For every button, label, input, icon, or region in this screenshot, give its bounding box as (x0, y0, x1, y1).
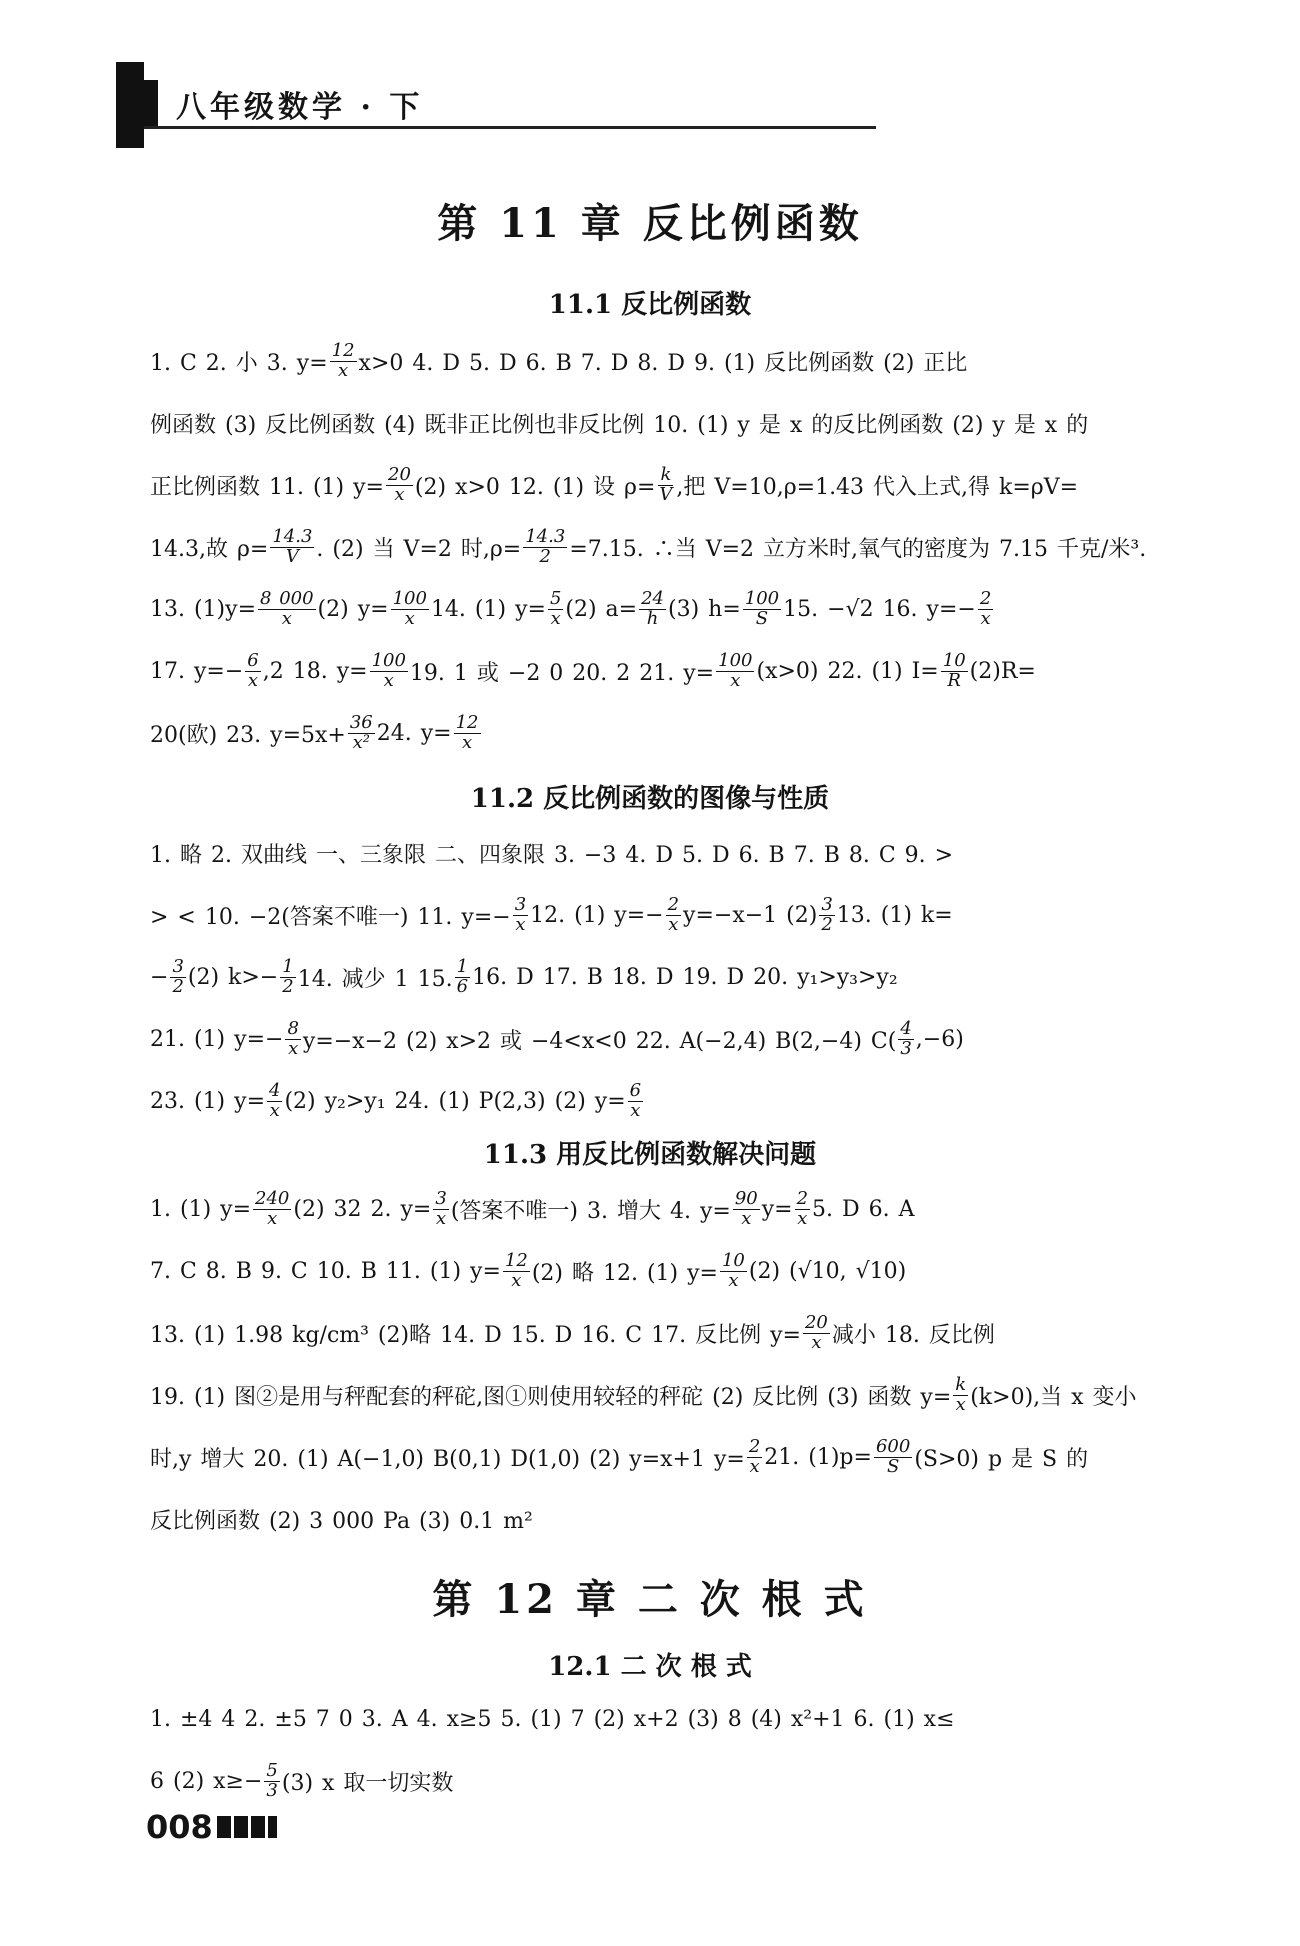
fraction: $\frac{100}{x}$ (371, 649, 406, 691)
fraction: $\frac{20}{x}$ (804, 1311, 828, 1353)
answer-line: 20(欧) 23. y=5x+ $\frac{36}{\text{x²}}$ 24. y= $\frac{12}{x}$ (150, 711, 479, 753)
header-black-bar (116, 62, 144, 148)
page-footer (146, 1808, 277, 1846)
answer-line: 14.3,故 ρ= $\frac{14.3}{V}$ . (2) 当 V=2 时,ρ= $\frac{14.3}{2}$ =7.15. ∴当 V=2 立方米时,氧气的密度为 7.15 千克/米³. (150, 525, 1147, 567)
answer-line: 7. C 8. B 9. C 10. B 11. (1) y= $\frac{12}{x}$ (2) 略 12. (1) y= $\frac{10}{x}$ (2) (√10, √10) (150, 1249, 907, 1291)
answer-line: 1. 略 2. 双曲线 一、三象限 二、四象限 3. −3 4. D 5. D 6. B 7. B 8. C 9. > (150, 842, 954, 868)
fraction: $\frac{k}{x}$ (955, 1373, 967, 1415)
fraction: $\frac{100}{x}$ (718, 649, 753, 691)
fraction: $\frac{6}{x}$ (629, 1079, 642, 1121)
fraction: $\frac{3}{x}$ (435, 1187, 447, 1229)
fraction: $\frac{1}{2}$ (282, 955, 294, 997)
section-12-1-answers (150, 1688, 1250, 1812)
fraction: $\frac{12}{x}$ (331, 339, 355, 381)
section-12-1-title: 12.1 二 次 根 式 (548, 1652, 752, 1682)
page-header (116, 62, 876, 132)
fraction: $\frac{3}{2}$ (821, 893, 833, 935)
fraction: $\frac{3}{2}$ (172, 955, 184, 997)
fraction: $\frac{2}{x}$ (748, 1435, 761, 1477)
answer-line: 13. (1) 1.98 kg/cm³ (2)略 14. D 15. D 16. C 17. 反比例 y= $\frac{20}{x}$ 减小 18. 反比例 (150, 1311, 995, 1353)
fraction: $\frac{5}{3}$ (266, 1759, 278, 1801)
fraction: $\frac{2}{x}$ (796, 1187, 809, 1229)
answer-line: 1. (1) y= $\frac{240}{x}$ (2) 32 2. y= $\frac{3}{x}$ (答案不唯一) 3. 增大 4. y= $\frac{90}{x}$ y= $\frac{2}{x}$ 5. D 6. A (150, 1187, 915, 1229)
answer-line: 例函数 (3) 反比例函数 (4) 既非正比例也非反比例 10. (1) y 是 x 的反比例函数 (2) y 是 x 的 (150, 412, 1089, 438)
footer-decoration (217, 1816, 277, 1838)
fraction: $\frac{5}{x}$ (549, 587, 562, 629)
header-black-notch (144, 80, 158, 126)
chapter-12-title: 第 12 章 二 次 根 式 (432, 1576, 868, 1623)
fraction: $\frac{10}{x}$ (721, 1249, 745, 1291)
fraction: $\frac{100}{S}$ (744, 587, 780, 629)
fraction: $\frac{3}{x}$ (514, 893, 527, 935)
fraction: $\frac{2}{x}$ (667, 893, 680, 935)
section-11-1-title: 11.1 反比例函数 (548, 290, 752, 320)
fraction: $\frac{600}{S}$ (875, 1435, 911, 1477)
section-11-2-title: 11.2 反比例函数的图像与性质 (470, 784, 830, 814)
fraction: $\frac{k}{V}$ (659, 463, 673, 505)
answer-line: 1. C 2. 小 3. y= $\frac{12}{x}$ x>0 4. D 5. D 6. B 7. D 8. D 9. (1) 反比例函数 (2) 正比 (150, 339, 968, 381)
answer-line: 17. y=− $\frac{6}{x}$ ,2 18. y= $\frac{100}{x}$ 19. 1 或 −2 0 20. 2 21. y= $\frac{100}{x}$ (x>0) 22. (1) I= $\frac{10}{R}$ (2)R= (150, 649, 1036, 691)
fraction: $\frac{36}{\text{x²}}$ (349, 711, 373, 753)
fraction: $\frac{2}{x}$ (979, 587, 992, 629)
fraction: $\frac{10}{R}$ (942, 649, 966, 691)
answer-line: 反比例函数 (2) 3 000 Pa (3) 0.1 m² (150, 1508, 533, 1534)
header-rule (144, 126, 876, 129)
fraction: $\frac{8 000}{x}$ (260, 587, 314, 629)
answer-line: 1. ±4 4 2. ±5 7 0 3. A 4. x≥5 5. (1) 7 (2) x+2 (3) 8 (4) x²+1 6. (1) x≤ (150, 1706, 955, 1732)
answer-line: > < 10. −2(答案不唯一) 11. y=− $\frac{3}{x}$ 12. (1) y=− $\frac{2}{x}$ y=−x−1 (2) $\frac{3}{2}$ 13. (1) k= (150, 893, 953, 935)
answer-line: 21. (1) y=− $\frac{8}{x}$ y=−x−2 (2) x>2 或 −4<x<0 22. A(−2,4) B(2,−4) C( $\frac{4}{3}$ ,−6) (150, 1017, 964, 1059)
section-11-3-answers (150, 1178, 1250, 1550)
fraction: $\frac{14.3}{2}$ (525, 525, 566, 567)
fraction: $\frac{6}{x}$ (247, 649, 259, 691)
section-11-2-answers (150, 822, 1250, 1132)
fraction: $\frac{4}{3}$ (900, 1017, 912, 1059)
answer-line: − $\frac{3}{2}$ (2) k>− $\frac{1}{2}$ 14. 减少 1 15. $\frac{1}{6}$ 16. D 17. B 18. D 19. D 20. y₁>y₃>y₂ (150, 955, 898, 997)
page-number: 008 (146, 1808, 213, 1846)
section-11-3-title: 11.3 用反比例函数解决问题 (483, 1140, 817, 1170)
fraction: $\frac{240}{x}$ (255, 1187, 290, 1229)
answer-line: 13. (1)y= $\frac{8 000}{x}$ (2) y= $\frac{100}{x}$ 14. (1) y= $\frac{5}{x}$ (2) a= $\frac{24}{h}$ (3) h= $\frac{100}{S}$ 15. −√2 16. y=− $\frac{2}{x}$ (150, 587, 992, 629)
fraction: $\frac{8}{x}$ (287, 1017, 299, 1059)
fraction: $\frac{12}{x}$ (504, 1249, 528, 1291)
chapter-11-title: 第 11 章 反比例函数 (437, 200, 863, 247)
fraction: $\frac{4}{x}$ (269, 1079, 281, 1121)
answer-line: 19. (1) 图②是用与秤配套的秤砣,图①则使用较轻的秤砣 (2) 反比例 (3) 函数 y= $\frac{k}{x}$ (k>0),当 x 变小 (150, 1373, 1137, 1415)
book-title: 八年级数学 · 下 (176, 90, 424, 125)
fraction: $\frac{100}{x}$ (392, 587, 427, 629)
answer-line: 正比例函数 11. (1) y= $\frac{20}{x}$ (2) x>0 12. (1) 设 ρ= $\frac{k}{V}$ ,把 V=10,ρ=1.43 代入上式,得 k=ρV= (150, 463, 1079, 505)
fraction: $\frac{20}{x}$ (388, 463, 411, 505)
section-11-1-answers (150, 330, 1250, 764)
fraction: $\frac{90}{x}$ (734, 1187, 758, 1229)
fraction: $\frac{12}{x}$ (455, 711, 479, 753)
fraction: $\frac{1}{6}$ (456, 955, 469, 997)
fraction: $\frac{24}{h}$ (641, 587, 665, 629)
answer-line: 6 (2) x≥− $\frac{5}{3}$ (3) x 取一切实数 (150, 1759, 454, 1801)
answer-line: 23. (1) y= $\frac{4}{x}$ (2) y₂>y₁ 24. (1) P(2,3) (2) y= $\frac{6}{x}$ (150, 1079, 642, 1121)
fraction: $\frac{14.3}{V}$ (272, 525, 313, 567)
answer-line: 时,y 增大 20. (1) A(−1,0) B(0,1) D(1,0) (2) y=x+1 y= $\frac{2}{x}$ 21. (1)p= $\frac{600}{S}$ (S>0) p 是 S 的 (150, 1435, 1089, 1477)
